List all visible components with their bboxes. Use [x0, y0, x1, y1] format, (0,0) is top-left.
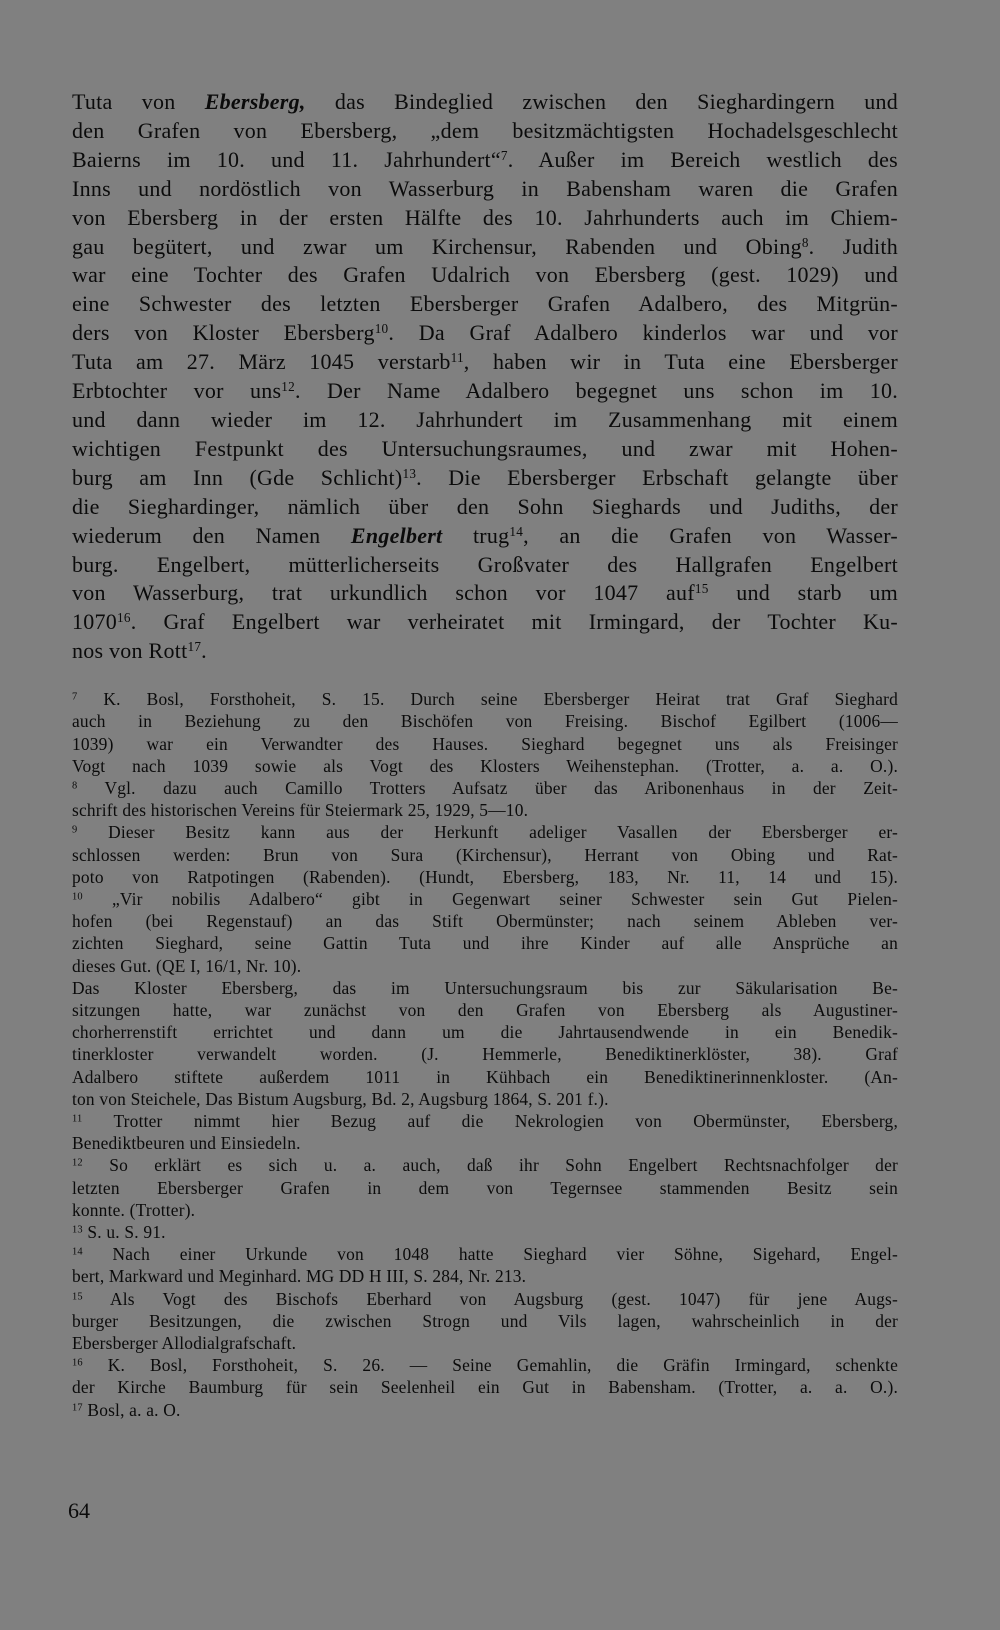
- footnote-line: [72, 1199, 898, 1221]
- footnote-line: [72, 821, 898, 843]
- footnote-line: [72, 888, 898, 910]
- text-run: hofen (bei Regenstauf) an das Stift Obermünster; nach seinem Ableben ver-: [72, 911, 898, 932]
- footnote-ref: 13: [402, 465, 417, 481]
- text-run: Baierns im 10. und 11. Jahrhundert“: [72, 146, 501, 172]
- footnote-ref: 11: [72, 1113, 83, 1125]
- main-text-line: [72, 233, 898, 262]
- text-run: Nach einer Urkunde von 1048 hatte Sieghard vier Söhne, Sigehard, Engel-: [82, 1244, 898, 1265]
- footnote-ref: 7: [500, 147, 508, 163]
- page-number: 64: [68, 1498, 90, 1523]
- text-run: poto von Ratpotingen (Rabenden). (Hundt, Ebersberg, 183, Nr. 11, 14 und 15).: [72, 866, 898, 887]
- main-text-line: [72, 261, 898, 290]
- text-run: Trotter nimmt hier Bezug auf die Nekrologien von Obermünster, Ebersberg,: [82, 1110, 898, 1131]
- text-run: zichten Sieghard, seine Gattin Tuta und ihre Kinder auf alle Ansprüche an: [72, 933, 898, 954]
- footnote-line: [72, 1177, 898, 1199]
- text-run: wiederum den Namen: [72, 522, 351, 548]
- text-run: wichtigen Festpunkt des Untersuchungsraumes, und zwar mit Hohen-: [72, 435, 898, 461]
- text-run: auch in Beziehung zu den Bischöfen von Freising. Bischof Egilbert (1006—: [72, 711, 898, 732]
- footnote-line: [72, 1332, 898, 1354]
- footnote-line: [72, 910, 898, 932]
- footnote-line: [72, 1354, 898, 1376]
- emphasized-name: Engelbert: [350, 522, 443, 548]
- main-text-line: [72, 551, 898, 580]
- text-run: Adalbero stiftete außerdem 1011 in Kühbach ein Benediktinerinnenkloster. (An-: [72, 1066, 898, 1087]
- text-run: ton von Steichele, Das Bistum Augsburg, Bd. 2, Augsburg 1864, S. 201 f.).: [72, 1088, 609, 1109]
- text-run: bert, Markward und Meginhard. MG DD H III, S. 284, Nr. 213.: [72, 1266, 527, 1287]
- text-run: , an die Grafen von Wasser-: [523, 522, 898, 548]
- text-run: von Ebersberg in der ersten Hälfte des 10. Jahrhunderts auch im Chiem-: [72, 204, 898, 230]
- text-run: der Kirche Baumburg für sein Seelenheil ein Gut in Babensham. (Trotter, a. a. O.).: [72, 1377, 898, 1398]
- text-run: Vogt nach 1039 sowie als Vogt des Klosters Weihenstephan. (Trotter, a. a. O.).: [72, 755, 898, 776]
- footnote-ref: 13: [72, 1224, 83, 1236]
- footnote-ref: 17: [187, 638, 202, 654]
- footnote-ref: 15: [694, 581, 709, 597]
- main-text-line: [72, 435, 898, 464]
- text-run: Tuta von: [72, 89, 205, 114]
- text-run: eine Schwester des letzten Ebersberger Grafen Adalbero, des Mitgrün-: [72, 291, 898, 317]
- main-text-line: [72, 493, 898, 522]
- main-text-line: [72, 637, 898, 666]
- text-run: und dann wieder im 12. Jahrhundert im Zusammenhang mit einem: [72, 406, 898, 432]
- footnote-ref: 15: [72, 1290, 83, 1302]
- footnote-line: [72, 777, 898, 799]
- text-run: letzten Ebersberger Grafen in dem von Tegernsee stammenden Besitz sein: [72, 1177, 898, 1198]
- footnote-line: [72, 1066, 898, 1088]
- text-run: 1039) war ein Verwandter des Hauses. Sieghard begegnet uns als Freisinger: [72, 733, 898, 754]
- text-run: . Außer im Bereich westlich des: [507, 146, 898, 172]
- footnote-line: [72, 1043, 898, 1065]
- text-run: „Vir nobilis Adalbero“ gibt in Gegenwart seiner Schwester sein Gut Pielen-: [82, 888, 898, 909]
- text-run: war eine Tochter des Grafen Udalrich von Ebersberg (gest. 1029) und: [72, 262, 898, 288]
- text-run: sitzungen hatte, war zunächst von den Grafen von Ebersberg als Augustiner-: [72, 999, 898, 1020]
- footnote-line: [72, 1021, 898, 1043]
- main-text-line: [72, 175, 898, 204]
- footnote-ref: 11: [450, 349, 464, 365]
- footnote-ref: 10: [72, 891, 83, 903]
- text-run: und starb um: [708, 580, 898, 606]
- text-run: . Die Ebersberger Erbschaft gelangte über: [416, 464, 898, 490]
- footnote-line: [72, 1132, 898, 1154]
- text-run: chorherrenstift errichtet und dann um die Jahrtausendwende in ein Benedik-: [72, 1022, 898, 1043]
- footnote-line: [72, 1399, 898, 1421]
- text-run: von Wasserburg, trat urkundlich schon vor 1047 auf: [72, 580, 695, 606]
- text-run: Bosl, a. a. O.: [82, 1399, 181, 1420]
- text-run: Benediktbeuren und Einsiedeln.: [72, 1133, 301, 1154]
- text-run: K. Bosl, Forsthoheit, S. 15. Durch seine Ebersberger Heirat trat Graf Sieghard: [77, 689, 898, 710]
- text-run: . Judith: [808, 233, 898, 259]
- footnote-line: [72, 1265, 898, 1287]
- footnote-ref: 9: [72, 824, 78, 836]
- text-run: schrift des historischen Vereins für Steiermark 25, 1929, 5—10.: [72, 800, 529, 821]
- text-run: ders von Kloster Ebersberg: [72, 320, 375, 346]
- main-text-line: [72, 348, 898, 377]
- footnote-ref: 8: [801, 234, 809, 250]
- footnote-line: [72, 688, 898, 710]
- text-run: So erklärt es sich u. a. auch, daß ihr Sohn Engelbert Rechtsnachfolger der: [82, 1155, 898, 1176]
- main-text: [72, 88, 898, 666]
- footnote-ref: 16: [72, 1357, 83, 1369]
- footnote-line: [72, 1243, 898, 1265]
- text-run: dieses Gut. (QE I, 16/1, Nr. 10).: [72, 955, 302, 976]
- text-run: burg am Inn (Gde Schlicht): [72, 464, 403, 490]
- footnote-line: [72, 1110, 898, 1132]
- footnote-ref: 14: [509, 523, 524, 539]
- footnote-ref: 14: [72, 1246, 83, 1258]
- text-run: , haben wir in Tuta eine Ebersberger: [463, 349, 898, 375]
- footnote-ref: 10: [374, 321, 389, 336]
- text-run: K. Bosl, Forsthoheit, S. 26. — Seine Gemahlin, die Gräfin Irmingard, schenkte: [82, 1355, 898, 1376]
- footnotes: [72, 688, 898, 1421]
- text-run: tinerkloster verwandelt worden. (J. Hemmerle, Benediktinerklöster, 38). Graf: [72, 1044, 898, 1065]
- text-run: Ebersberger Allodialgrafschaft.: [72, 1333, 297, 1354]
- text-run: .: [201, 638, 207, 664]
- text-run: Vgl. dazu auch Camillo Trotters Aufsatz über das Aribonenhaus in der Zeit-: [77, 777, 898, 798]
- footnote-line: [72, 1288, 898, 1310]
- text-run: nos von Rott: [72, 638, 188, 664]
- text-run: Inns und nordöstlich von Wasserburg in Babensham waren die Grafen: [72, 175, 898, 201]
- main-text-line: [72, 579, 898, 608]
- text-run: schlossen werden: Brun von Sura (Kirchensur), Herrant von Obing und Rat-: [72, 844, 898, 865]
- footnote-ref: 16: [117, 610, 131, 626]
- footnote-ref: 8: [72, 780, 78, 792]
- text-run: gau begütert, und zwar um Kirchensur, Rabenden und Obing: [72, 233, 802, 259]
- main-text-line: [72, 608, 898, 637]
- text-run: das Bindeglied zwischen den Sieghardingern und: [305, 89, 898, 114]
- footnote-line: [72, 799, 898, 821]
- emphasized-name: Ebersberg,: [204, 89, 306, 114]
- main-text-line: [72, 146, 898, 175]
- text-run: . Da Graf Adalbero kinderlos war und vor: [388, 320, 899, 346]
- text-run: Erbtochter vor uns: [72, 378, 282, 404]
- main-text-line: [72, 204, 898, 233]
- main-text-line: [72, 88, 898, 117]
- main-text-line: [72, 319, 898, 348]
- footnote-line: [72, 1376, 898, 1398]
- footnote-line: [72, 1310, 898, 1332]
- text-run: trug: [442, 522, 510, 548]
- text-run: . Der Name Adalbero begegnet uns schon im 10.: [294, 378, 898, 404]
- page-body: [72, 88, 898, 1421]
- footnote-line: [72, 733, 898, 755]
- text-run: Tuta am 27. März 1045 verstarb: [72, 349, 451, 375]
- footnote-line: [72, 1221, 898, 1243]
- main-text-line: [72, 406, 898, 435]
- text-run: konnte. (Trotter).: [72, 1199, 196, 1220]
- main-text-line: [72, 464, 898, 493]
- text-run: burger Besitzungen, die zwischen Strogn und Vils lagen, wahrscheinlich in der: [72, 1310, 898, 1331]
- text-run: burg. Engelbert, mütterlicherseits Großvater des Hallgrafen Engelbert: [72, 551, 898, 577]
- text-run: Dieser Besitz kann aus der Herkunft adeliger Vasallen der Ebersberger er-: [77, 822, 898, 843]
- text-run: die Sieghardinger, nämlich über den Sohn Sieghards und Judiths, der: [72, 493, 898, 519]
- footnote-ref: 7: [72, 691, 78, 703]
- footnote-line: [72, 977, 898, 999]
- footnote-line: [72, 999, 898, 1021]
- text-run: . Graf Engelbert war verheiratet mit Irmingard, der Tochter Ku-: [130, 609, 898, 635]
- footnote-ref: 17: [72, 1401, 83, 1413]
- footnote-line: [72, 710, 898, 732]
- footnote-ref: 12: [72, 1157, 83, 1169]
- footnote-line: [72, 1088, 898, 1110]
- footnote-line: [72, 755, 898, 777]
- main-text-line: [72, 117, 898, 146]
- main-text-line: [72, 290, 898, 319]
- footnote-line: [72, 955, 898, 977]
- footnote-line: [72, 932, 898, 954]
- footnote-line: [72, 1154, 898, 1176]
- footnote-line: [72, 866, 898, 888]
- main-text-line: [72, 522, 898, 551]
- footnote-line: [72, 844, 898, 866]
- text-run: Als Vogt des Bischofs Eberhard von Augsburg (gest. 1047) für jene Augs-: [82, 1288, 898, 1309]
- text-run: Das Kloster Ebersberg, das im Untersuchungsraum bis zur Säkularisation Be-: [72, 977, 898, 998]
- text-run: 1070: [72, 609, 117, 635]
- footnote-ref: 12: [281, 378, 295, 394]
- text-run: den Grafen von Ebersberg, „dem besitzmächtigsten Hochadelsgeschlecht: [72, 117, 898, 143]
- text-run: S. u. S. 91.: [82, 1222, 166, 1242]
- main-text-line: [72, 377, 898, 406]
